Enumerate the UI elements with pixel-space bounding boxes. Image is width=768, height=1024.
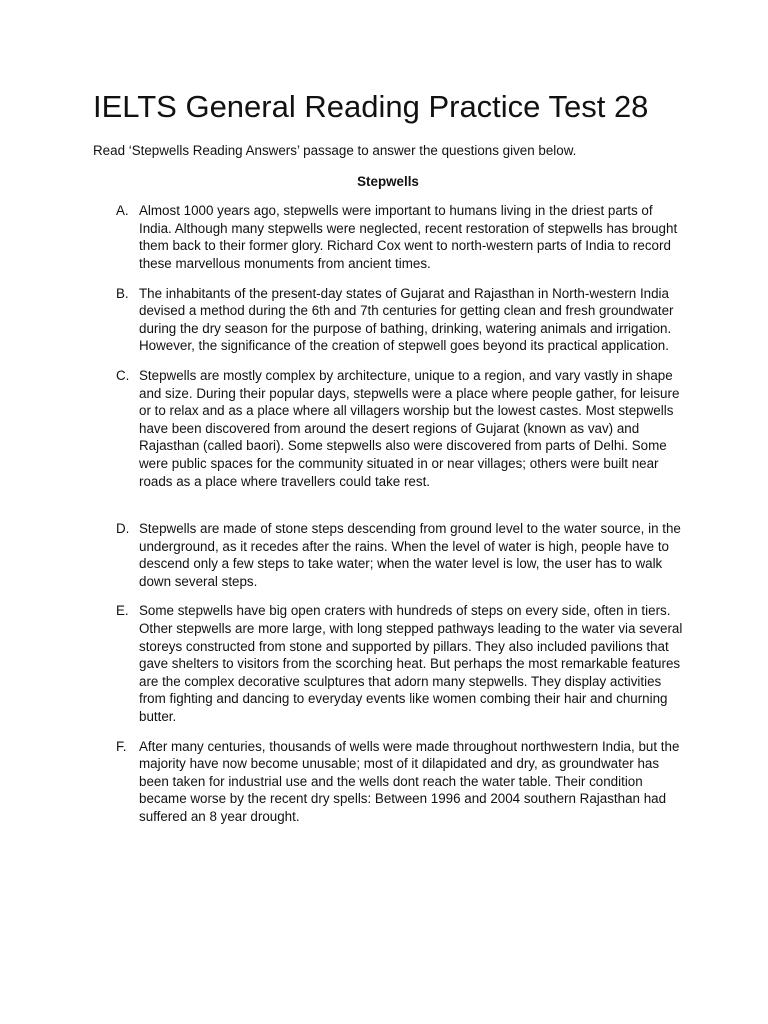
paragraph-list (93, 202, 683, 825)
paragraph-a (93, 202, 683, 272)
paragraph-text: After many centuries, thousands of wells were made throughout northwestern India, but the majority have now become unusable; most of it dilapidated and dry, as groundwater has been taken for industrial use and the wells dont reach the water table. Their condition became worse by the recent dry spells: Between 1996 and 2004 southern Rajasthan had suffered an 8 year drought. (139, 738, 680, 824)
paragraph-text: The inhabitants of the present-day states of Gujarat and Rajasthan in North-western India devised a method during the 6th and 7th centuries for getting clean and fresh groundwater during the dry season for the purpose of bathing, drinking, watering animals and irrigation. However, the significance of the creation of stepwell goes beyond its practical application. (139, 285, 674, 354)
paragraph-letter: F. (116, 738, 127, 754)
paragraph-letter: B. (116, 285, 129, 301)
paragraph-letter: D. (116, 521, 130, 537)
paragraph-text: Stepwells are made of stone steps descending from ground level to the water source, in the underground, as it recedes after the rains. When the level of water is high, people have to descend only a few steps to take water; when the water level is low, the user has to walk down several steps. (139, 521, 681, 589)
document-page (93, 86, 683, 838)
paragraph-c (93, 367, 683, 490)
intro-text: Read ‘Stepwells Reading Answers’ passage to answer the questions given below. (93, 143, 577, 158)
paragraph-letter: E. (116, 603, 129, 619)
paragraph-b (93, 285, 683, 355)
paragraph-e (93, 602, 683, 725)
passage-title: Stepwells (357, 173, 419, 189)
paragraph-text: Almost 1000 years ago, stepwells were important to humans living in the driest parts of India. Although many stepwells were neglected, recent restoration of stepwells has brought them back to their former glory. Richard Cox went to north-western parts of India to record these marvellous monuments from ancient times. (139, 203, 678, 271)
paragraph-letter: A. (116, 203, 129, 219)
paragraph-d (93, 520, 683, 590)
document-title: IELTS General Reading Practice Test 28 (93, 89, 649, 124)
paragraph-text: Some stepwells have big open craters with hundreds of steps on every side, often in tiers. Other stepwells are more large, with long stepped pathways leading to the water via several storeys constructed from stone and supported by pillars. They also included pavilions that gave shelters to visitors from the scorching heat. But perhaps the most remarkable features are the complex decorative sculptures that adorn many stepwells. They display activities from fighting and dancing to everyday events like women combing their hair and churning butter. (139, 603, 683, 725)
paragraph-f (93, 738, 683, 826)
paragraph-text: Stepwells are mostly complex by architecture, unique to a region, and vary vastly in shape and size. During their popular days, stepwells were a place where people gather, for leisure or to relax and as a place where all villagers worship but the lowest castes. Most stepwells have been discovered from around the desert regions of Gujarat (known as vav) and Rajasthan (called baori). Some stepwells also were discovered from parts of Delhi. Some were public spaces for the community situated in or near villages; others were built near roads as a place where travellers could take rest. (139, 367, 680, 489)
paragraph-letter: C. (116, 367, 130, 383)
